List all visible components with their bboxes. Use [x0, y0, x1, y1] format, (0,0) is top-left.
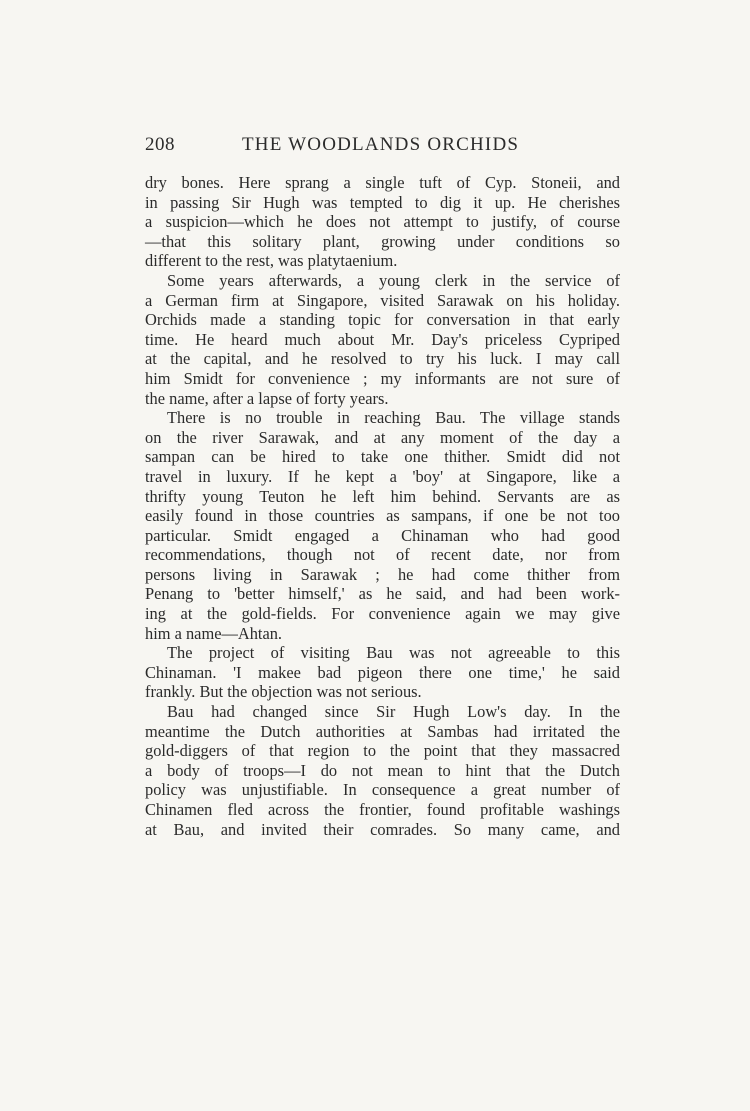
text-line: Chinamen fled across the frontier, found profitable washings [145, 800, 620, 819]
text-line: gold-diggers of that region to the point that they massacred [145, 741, 620, 761]
text-line: on the river Sarawak, and at any moment of the day a [145, 427, 620, 447]
text-line: Penang to 'better himself,' as he said, and had been work- [145, 584, 620, 604]
text-line: policy was unjustifiable. In consequence a great number of [145, 780, 620, 800]
text-line: The project of visiting Bau was not agreeable to this [167, 643, 620, 663]
text-line: Orchids made a standing topic for conversation in that early [145, 310, 620, 330]
text-line: the name, after a lapse of forty years. [145, 388, 389, 408]
text-line: There is no trouble in reaching Bau. The village stands [167, 408, 620, 428]
text-line: a German firm at Singapore, visited Sarawak on his holiday. [145, 290, 620, 310]
text-line: recommendations, though not of recent date, nor from [145, 545, 620, 565]
text-line: meantime the Dutch authorities at Sambas had irritated the [145, 721, 620, 741]
text-line: thrifty young Teuton he left him behind. Servants are as [145, 486, 620, 506]
text-line: easily found in those countries as sampans, if one be not too [145, 506, 620, 526]
text-line: time. He heard much about Mr. Day's priceless Cypriped [145, 329, 620, 349]
text-line: him a name—Ahtan. [145, 623, 283, 643]
text-line: —that this solitary plant, growing under conditions so [145, 231, 620, 251]
text-line: dry bones. Here sprang a single tuft of Cyp. Stoneii, and [145, 173, 620, 192]
text-line: Some years afterwards, a young clerk in the service of [167, 270, 620, 290]
running-title: THE WOODLANDS ORCHIDS [242, 134, 520, 155]
text-line: him Smidt for convenience ; my informants are not sure of [145, 368, 620, 388]
text-line: Bau had changed since Sir Hugh Low's day. In the [167, 702, 620, 722]
text-line: a suspicion—which he does not attempt to justify, of course [145, 212, 620, 232]
text-line: in passing Sir Hugh was tempted to dig it up. He cherishes [145, 192, 620, 212]
text-line: travel in luxury. If he kept a 'boy' at Singapore, like a [145, 466, 620, 486]
text-line: Chinaman. 'I makee bad pigeon there one time,' he said [145, 662, 620, 682]
text-line: persons living in Sarawak ; he had come thither from [145, 564, 620, 584]
text-line: different to the rest, was platytaenium. [145, 251, 398, 271]
text-line: frankly. But the objection was not serious. [145, 682, 422, 702]
text-line: at the capital, and he resolved to try his luck. I may call [145, 349, 620, 369]
body-text [145, 173, 620, 839]
page-number: 208 [145, 134, 175, 155]
text-line: sampan can be hired to take one thither. Smidt did not [145, 447, 620, 467]
running-head [145, 134, 620, 160]
text-line: ing at the gold-fields. For convenience again we may give [145, 604, 620, 624]
text-line: particular. Smidt engaged a Chinaman who had good [145, 525, 620, 545]
text-line: a body of troops—I do not mean to hint that the Dutch [145, 760, 620, 780]
text-line: at Bau, and invited their comrades. So many came, and [145, 819, 620, 839]
